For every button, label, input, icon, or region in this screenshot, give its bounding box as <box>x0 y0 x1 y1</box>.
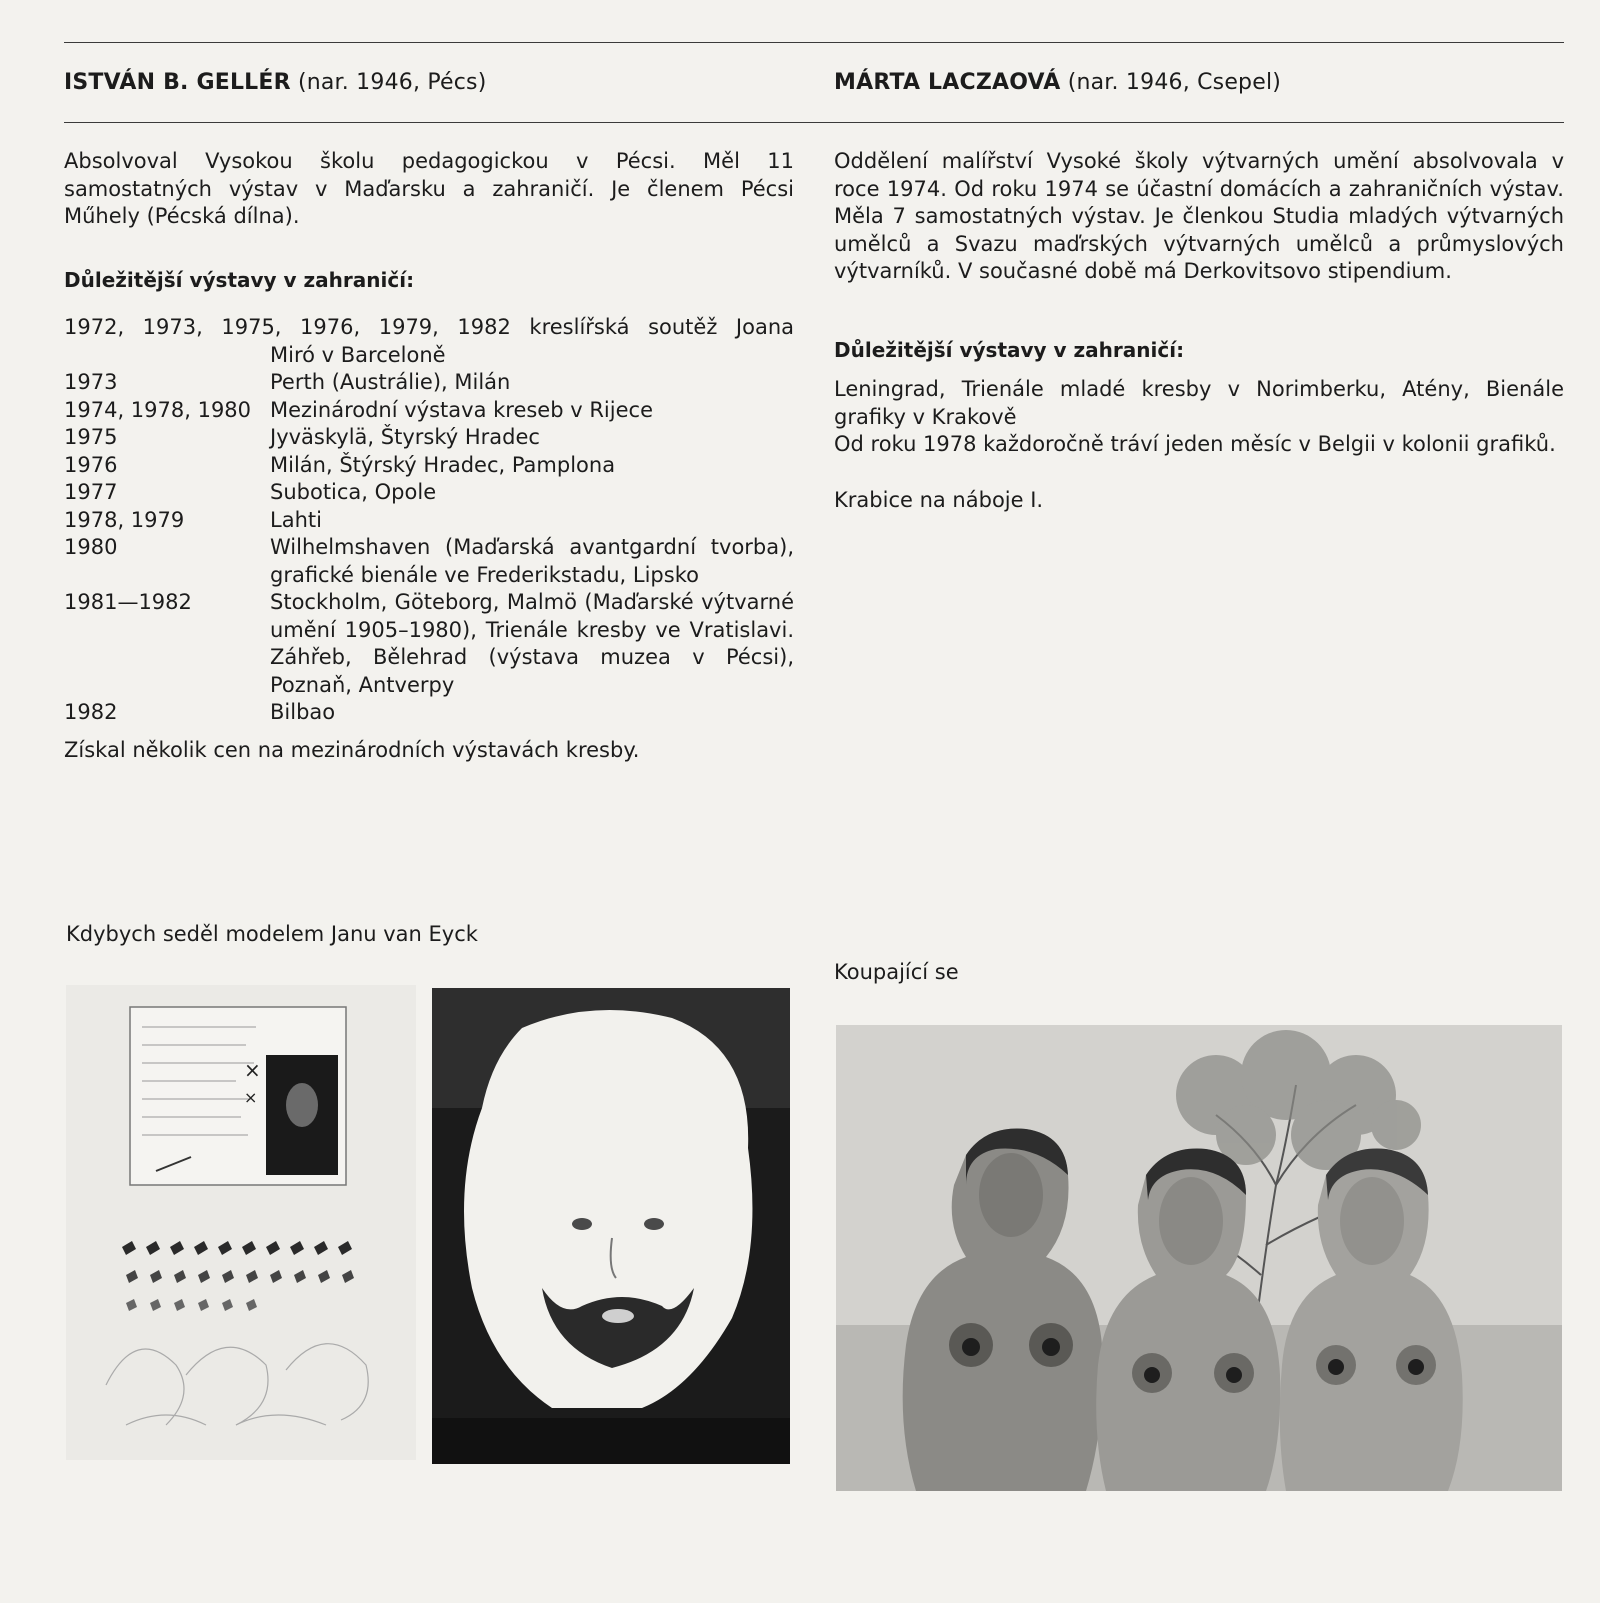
exhibition-years: 1978, 1979 <box>64 507 185 532</box>
exhibition-places: Mezinárodní výstava kreseb v Rijece <box>270 397 653 422</box>
left-exhibitions-heading: Důležitější výstavy v zahraničí: <box>64 268 415 292</box>
exhibition-places: Lahti <box>270 507 322 532</box>
exhibition-row <box>64 424 794 452</box>
left-exhibitions-list <box>64 314 794 764</box>
exhibition-places: Jyväskylä, Štyrský Hradec <box>270 425 540 449</box>
exhibition-row <box>64 479 794 507</box>
right-artist-heading <box>834 70 1281 95</box>
exhibition-years: 1976 <box>64 452 118 477</box>
svg-text:×: × <box>244 1088 258 1107</box>
right-exhibitions-heading: Důležitější výstavy v zahraničí: <box>834 338 1185 362</box>
exhibition-places: Perth (Austrálie), Milán <box>270 370 511 394</box>
exhibition-places: Stockholm, Göteborg, Malmö (Maďarské výtvarné umění 1905–1980), Trienále kresby ve Vratislavi. Záhřeb, Bělehrad (výstava muzea v Pécsi), Poznaň, Antverpy <box>270 590 794 697</box>
left-artwork-collage <box>66 985 416 1460</box>
exhibition-row <box>64 507 794 535</box>
top-rule <box>64 42 1564 43</box>
exhibition-years: 1980 <box>64 535 118 559</box>
exhibition-row <box>64 397 794 425</box>
left-bio: Absolvoval Vysokou školu pedagogickou v Pécsi. Měl 11 samostatných výstav v Maďarsku a zahraničí. Je členem Pécsi Műhely (Pécská dílna). <box>64 149 794 228</box>
left-awards: Získal několik cen na mezinárodních výstavách kresby. <box>64 737 640 762</box>
exhibition-row <box>64 699 794 727</box>
right-exhibitions-text: Leningrad, Trienále mladé kresby v Norimberku, Atény, Bienále grafiky v Krakově <box>834 377 1564 429</box>
left-caption: Kdybych seděl modelem Janu van Eyck <box>66 922 478 946</box>
left-artist-name: ISTVÁN B. GELLÉR <box>64 70 291 95</box>
exhibition-years: 1982 <box>64 700 118 724</box>
right-work-title: Krabice na náboje I. <box>834 487 1044 512</box>
left-artist-birth: (nar. 1946, Pécs) <box>297 70 487 95</box>
right-artist-birth: (nar. 1946, Csepel) <box>1067 70 1282 95</box>
exhibition-years: 1973 <box>64 370 118 394</box>
exhibition-row <box>64 589 794 699</box>
left-artist-heading <box>64 70 487 95</box>
right-artwork-bathers <box>836 1025 1562 1491</box>
exhibition-years: 1974, 1978, 1980 <box>64 397 252 422</box>
right-bio: Oddělení malířství Vysoké školy výtvarných umění absolvovala v roce 1974. Od roku 1974 se účastní domácích a zahraničních výstav. Měla 7 samostatných výstav. Je členkou Studia mladých výtvarných umělců a Svazu maďrských výtvarných umělců a průmyslových výtvarníků. V současné době má Derkovitsovo stipendium. <box>834 149 1564 283</box>
header-rule <box>64 122 1564 123</box>
exhibition-places: Subotica, Opole <box>270 480 437 504</box>
exhibition-first-cont: Miró v Barceloně <box>270 342 446 367</box>
exhibition-places: Milán, Štýrský Hradec, Pamplona <box>270 452 616 477</box>
exhibition-first-line: 1972, 1973, 1975, 1976, 1979, 1982 kreslířská soutěž Joana <box>64 315 794 339</box>
right-exhibitions-block <box>834 376 1564 514</box>
exhibition-places: Wilhelmshaven (Maďarská avantgardní tvorba), grafické bienále ve Frederikstadu, Lipsko <box>270 535 794 587</box>
right-artist-name: MÁRTA LACZAOVÁ <box>834 70 1061 95</box>
exhibition-places: Bilbao <box>270 700 336 724</box>
exhibition-years: 1975 <box>64 425 118 449</box>
exhibition-row <box>64 534 794 589</box>
exhibition-row <box>64 369 794 397</box>
exhibition-years: 1981—1982 <box>64 590 192 614</box>
right-caption: Koupající se <box>834 960 959 984</box>
exhibition-row <box>64 452 794 480</box>
exhibitions-table <box>64 369 794 727</box>
right-note: Od roku 1978 každoročně tráví jeden měsíc v Belgii v kolonii grafiků. <box>834 432 1556 456</box>
left-artwork-portrait <box>432 988 790 1464</box>
svg-text:×: × <box>244 1058 261 1082</box>
exhibition-years: 1977 <box>64 480 118 504</box>
